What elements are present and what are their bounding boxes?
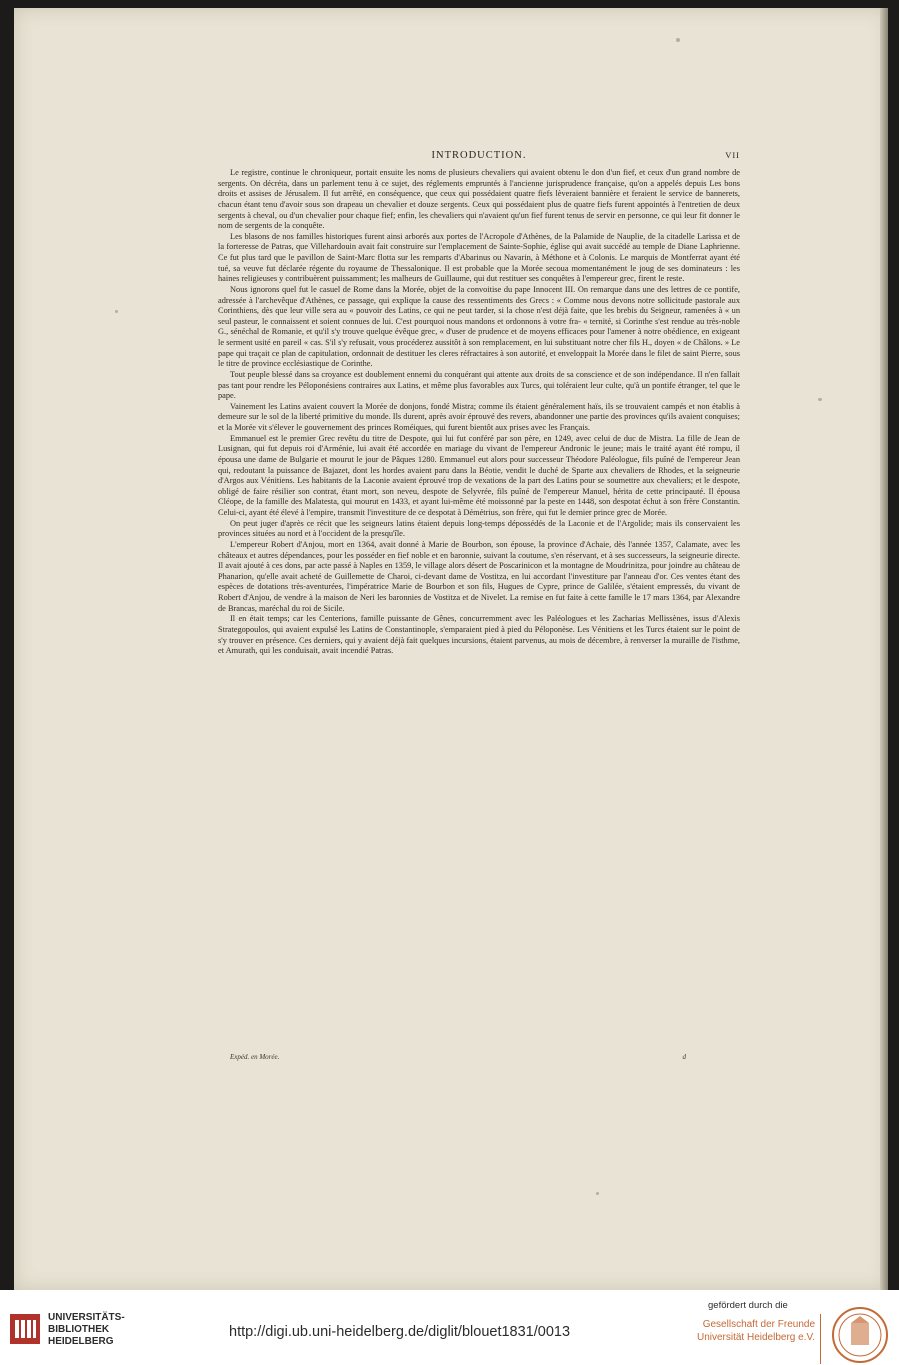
running-header — [218, 150, 740, 164]
footer-left: Expéd. en Morée. — [230, 1053, 280, 1061]
paragraph: On peut juger d'après ce récit que les seigneurs latins étaient depuis long-temps dépossédés de la Laconie et de l'Argolide; mais ils conservaient les provinces situées au nord et à l'occident de la presqu'île. — [218, 518, 740, 539]
paper-speck — [676, 38, 680, 42]
page-number: VII — [725, 150, 740, 160]
sponsor-label: gefördert durch die — [708, 1300, 788, 1311]
paragraph: Il en était temps; car les Centerions, famille puissante de Gênes, concurremment avec les Paléologues et les Zacharias Mellissènes, issus d'Alexis Strategopoulos, qui avaient expulsé les Latins de Constantinople, s'emparaient pied à pied du Péloponèse. Les Vénitiens et les Turcs étaient sur le point de s'y trouver en présence. Ces derniers, qui y avaient déjà fait quelques incursions, étaient parvenus, au mois de décembre, à renverser la muraille de l'isthme, et Amurath, qui les conduisait, avait incendié Patras. — [218, 614, 740, 656]
permalink-url[interactable]: http://digi.ub.uni-heidelberg.de/diglit/blouet1831/0013 — [229, 1324, 571, 1340]
sponsor-name[interactable]: Gesellschaft der Freunde Universität Heidelberg e.V. — [696, 1319, 815, 1343]
signature-mark: d — [682, 1053, 686, 1061]
page-edge — [880, 8, 888, 1290]
paragraph: Vainement les Latins avaient couvert la Morée de donjons, fondé Mistra; comme ils étaient généralement haïs, ils se trouvaient campés et non établis à demeure sur le sol de la liberté primitive du monde. Ils durent, après avoir éprouvé des revers, abandonner une partie des provinces qu'ils avaient conquises; et la Morée vit s'élever le gouvernement des princes Roméiques, qui furent bientôt aux prises avec les Français. — [218, 401, 740, 432]
university-seal-icon — [831, 1306, 889, 1364]
sponsor-block — [683, 1300, 893, 1364]
library-logo[interactable] — [10, 1310, 140, 1350]
paragraph: L'empereur Robert d'Anjou, mort en 1364, avait donné à Marie de Bourbon, son épouse, la province d'Achaie, dès l'année 1357, Calamate, avec les châteaux et autres dépendances, pour les posséder en fief noble et en baronnie, suivant la coutume, s'en réservant, et à ses successeurs, la seigneurie directe. Il avait ajouté à ces dons, par acte passé à Naples en 1359, le village alors désert de Poscarinicon et la montagne de Moudrinitza, pour joindre au château de Phanarion, qu'elle avait acheté de Guillemette de Charoi, ci-devant dame de Vostitza, en lui accordant l'investiture par l'anneau d'or. Ces ventes étant des espèces de dotations très-aventurées, l'impératrice Marie de Bourbon et son fils, Hugues de Cypre, prince de Galilée, s'étaient empressés, du vivant de Robert d'Anjou, de vendre à la maison de Neri les baronnies de Vostitza et de Nivelet. La remise en fut faite à cette famille le 17 mars 1364, par Alexandre de Brancas, maréchal du roi de Sicile. — [218, 539, 740, 613]
body-text — [218, 168, 740, 657]
page-title: INTRODUCTION. — [431, 150, 527, 161]
library-name: UNIVERSITÄTS- BIBLIOTHEK HEIDELBERG — [48, 1312, 125, 1347]
paper-speck — [818, 398, 822, 401]
paper-speck — [115, 310, 118, 313]
sponsor-divider — [820, 1314, 821, 1364]
paragraph: Tout peuple blessé dans sa croyance est doublement ennemi du conquérant qui attente aux droits de sa conscience et de son indépendance. Il n'en fallait pas tant pour rendre les Péloponésiens contraires aux Latins, et même plus favorables aux Turcs, qui toléraient leur culte, qu'à un pontife étranger, tel que le pape. — [218, 369, 740, 401]
paragraph: Emmanuel est le premier Grec revêtu du titre de Despote, qui lui fut conféré par son père, en 1249, avec celui de duc de Mistra. La fille de Jean de Lusignan, qui fut depuis roi d'Arménie, lui avait été accordée en mariage du vivant de l'empereur Andronic le jeune; mais le traité ayant été rompu, il épousa une dame de Bulgarie et mourut le jour de Pâques 1280. Emmanuel eut alors pour successeur Théodore Paléologue, fils puîné de l'empereur Jean qui, redoutant la puissance de Bajazet, dont les hordes avaient paru dans la Béotie, vendit le duché de Sparte aux chevaliers de Rhodes, et la seigneurie d'Argos aux Vénitiens. Les habitants de la Laconie avaient éprouvé trop de vexations de la part des Latins pour se soumettre aux chevaliers; et le despote, obligé de faire résilier son contrat, étant mort, son neveu, despote de Selyvrée, fils puîné de l'empereur Manuel, hérita de cette principauté. Il épousa Cléope, de la famille des Malatesta, qui mourut en 1433, et ayant lui-même été moissonné par la peste en 1448, son despotat échut à son frère Constantin. Celui-ci, ayant été élevé à l'empire, transmit l'investiture de ce despotat à Démétrius, son frère, qui fut le dernier prince grec de Morée. — [218, 433, 740, 517]
paragraph: Le registre, continue le chroniqueur, portait ensuite les noms de plusieurs chevaliers qui avaient obtenu le don d'un fief, et ceux d'un grand nombre de sergents. On décréta, dans un parlement tenu à ce sujet, des réglements empruntés à l'ancienne jurisprudence française, qu'on a appelés depuis Les bons droits et assises de Jérusalem. Il fut arrêté, en conséquence, que ceux qui possédaient quatre fiefs lèveraient bannière et feraient le service de bannerets, chacun étant tenu d'avoir sous son drapeau un chevalier et douze sergents. Ceux qui possédaient plus de quatre fiefs furent appointés à l'entretien de deux sergents à cheval, ou d'un chevalier pour chaque fief; enfin, les chevaliers qui n'avaient qu'un fief furent tenus de servir en personne, ce qui leur fit donner le nom de sergents de la conquête. — [218, 168, 740, 231]
library-logo-icon — [10, 1314, 40, 1344]
signature-line — [230, 1053, 686, 1065]
paper-speck — [596, 1192, 599, 1195]
paragraph: Les blasons de nos familles historiques furent ainsi arborés aux portes de l'Acropole d'Athènes, de la Palamide de Nauplie, de la citadelle Larissa et de la forteresse de Patras, que Villehardouin avait fait construire sur l'emplacement de Sainte-Sophie, église qui avait succédé au temple de Diane Laphrienne. Ce fut plus tard que le pavillon de Saint-Marc flotta sur les remparts d'Abarinus ou Navarin, à Méthone et à Colonis. Le marquis de Montferrat ayant été tué, sa veuve fut déclarée régente du royaume de Thessalonique. Il est probable que la Morée secoua momentanément le joug de ses dominateurs : les haines religieuses y contribuèrent puissamment; les malheurs de Guillaume, qui dut restituer ses conquêtes à l'empereur grec, firent le reste. — [218, 231, 740, 284]
paragraph: Nous ignorons quel fut le casuel de Rome dans la Morée, objet de la convoitise du pape Innocent III. On remarque dans une des lettres de ce pontife, adressée à l'archevêque d'Athènes, ce passage, qui explique la cause des ressentiments des Grecs : « Comme nous devons notre sollicitude pastorale aux Corinthiens, dès que leur ville sera au « pouvoir des Latins, ce qui ne peut tarder, si la chose n'est déjà faite, que les brebis du Seigneur, ramenées à « un seul pasteur, le connaissent et soient connues de lui. C'est pourquoi nous mandons et ordonnons à votre fra- « ternité, si Corinthe s'est rendue au très-noble G., sénéchal de Romanie, et qu'il s'y trouve quelque évêque grec, « d'user de prudence et de moyens efficaces pour l'amener à notre obédience, en exigeant le serment usité en pareil « cas. S'il s'y refusait, vous procéderez aussitôt à son remplacement, en lui substituant notre cher fils H., doyen « de Châlons. » Le pape qui traçait ce plan de capitulation, ordonnait de destituer les cleres réfractaires à son autorité, et enveloppait la Morée dans le filet de saint Pierre, sous le titre de province ecclésiastique de Corinthe. — [218, 284, 740, 369]
